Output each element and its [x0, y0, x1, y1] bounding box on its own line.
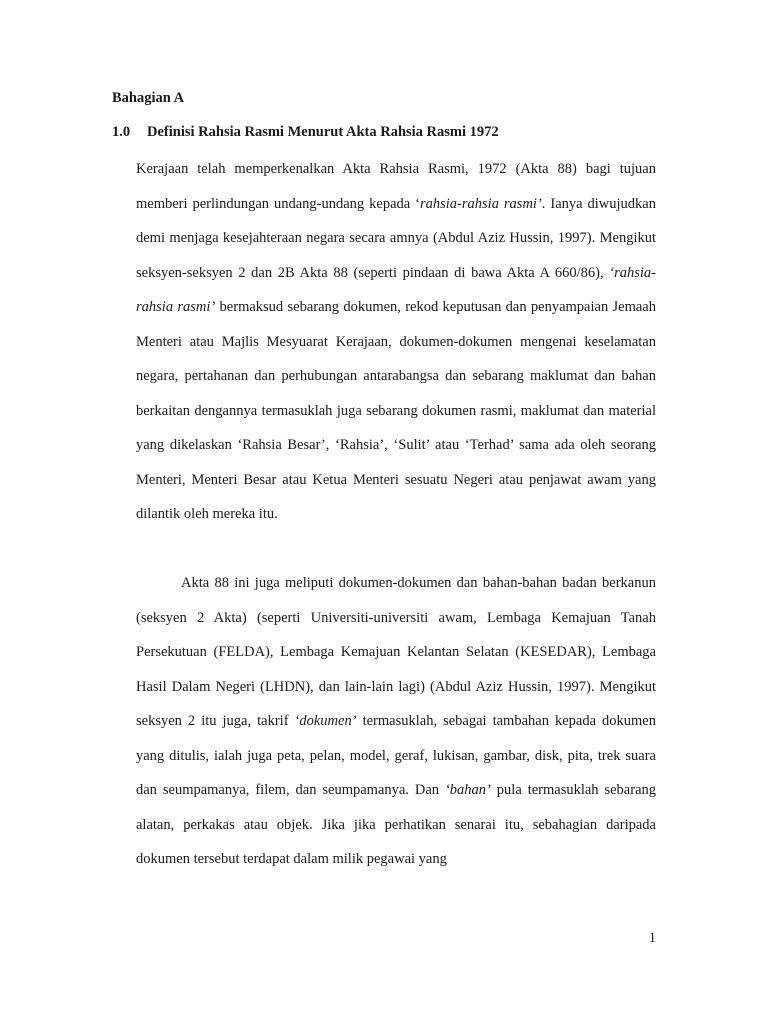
paragraph-1-text-a: Kerajaan telah memperkenalkan Akta Rahsia Rasmi, 1972 (Akta 88) bagi tujuan memberi perlindungan undang-undang kepada ‘ [136, 161, 656, 212]
paragraph-2-italic-a: ‘dokumen’ [294, 713, 357, 729]
heading-number: 1.0 [112, 124, 131, 140]
paragraph-1-italic-b: ‘rahsia-rahsia rasmi’ [136, 264, 656, 315]
paragraph-1-italic-a: rahsia-rahsia rasmi’ [419, 195, 542, 212]
heading-title: Definisi Rahsia Rasmi Menurut Akta Rahsia Rasmi 1972 [147, 124, 499, 140]
paragraph-2 [136, 566, 656, 877]
paragraph-2-italic-b: ‘bahan’ [444, 782, 491, 798]
page-number: 1 [648, 930, 656, 946]
paragraph-1-text-b: . Ianya diwujudkan demi menjaga kesejahteraan negara secara amnya (Abdul Aziz Hussin, 1997). Mengikut seksyen-seksyen 2 dan 2B Akta 88 (seperti pindaan di bawa Akta A 660/86), [136, 195, 656, 281]
paragraph-1 [136, 152, 656, 532]
paragraph-2-text-b: termasuklah, sebagai tambahan kepada dokumen yang ditulis, ialah juga peta, pelan, model, geraf, lukisan, gambar, disk, pita, trek suara dan seumpamanya, filem, dan seumpamanya. Dan [136, 713, 656, 798]
section-label: Bahagian A [112, 90, 185, 106]
paragraph-2-text-a: Akta 88 ini juga meliputi dokumen-dokumen dan bahan-bahan badan berkanun (seksyen 2 Akta) (seperti Universiti-universiti awam, Lembaga Kemajuan Tanah Persekutuan (FELDA), Lembaga Kemajuan Kelantan Selatan (KESEDAR), Lembaga Hasil Dalam Negeri (LHDN), dan lain-lain lagi) (Abdul Aziz Hussin, 1997). Mengikut seksyen 2 itu juga, takrif [136, 575, 656, 729]
section-heading [112, 124, 499, 141]
paragraph-1-text-c: bermaksud sebarang dokumen, rekod keputusan dan penyampaian Jemaah Menteri atau Majlis Mesyuarat Kerajaan, dokumen-dokumen mengenai keselamatan negara, pertahanan dan perhubungan antarabangsa dan sebarang maklumat dan bahan berkaitan dengannya termasuklah juga sebarang dokumen rasmi, maklumat dan material yang dikelaskan ‘Rahsia Besar’, ‘Rahsia’, ‘Sulit’ atau ‘Terhad’ sama ada oleh seorang Menteri, Menteri Besar atau Ketua Menteri sesuatu Negeri atau penjawat awam yang dilantik oleh mereka itu. [136, 299, 656, 522]
paragraph-2-text-c: pula termasuklah sebarang alatan, perkakas atau objek. Jika jika perhatikan senarai itu, sebahagian daripada dokumen tersebut terdapat dalam milik pegawai yang [136, 782, 657, 867]
